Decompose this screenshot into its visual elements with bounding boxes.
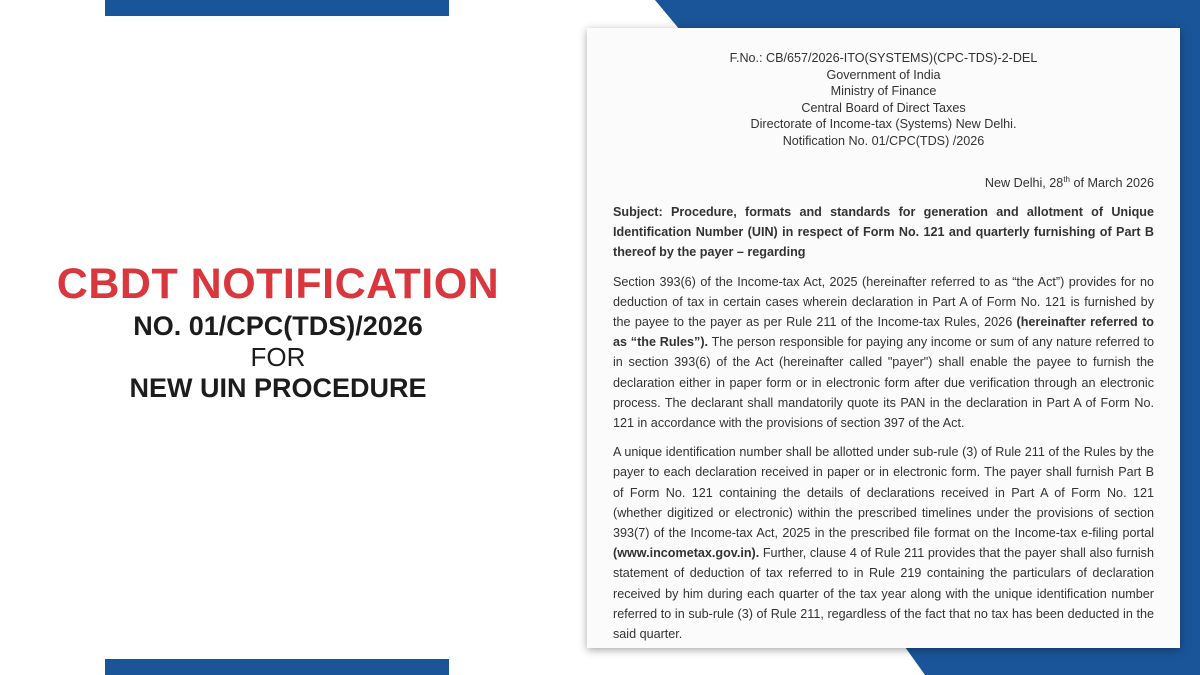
document-body — [613, 202, 1154, 653]
headline-topic: NEW UIN PROCEDURE — [129, 373, 427, 403]
document-date — [985, 175, 1154, 190]
para2-text: A unique identification number shall be allotted under sub-rule (3) of Rule 211 of the Rules by the payer to each declaration received in paper or in electronic form. The payer shall furnish Part B of Form No. 121 containing the details of declarations received in Part A of Form No. 121 (whether digitized or electronic) within the prescribed timelines under the provisions of section 393(7) of the Income-tax Act, 2025 in the prescribed file format on the Income-tax e-filing portal — [613, 445, 1154, 541]
headline-number: NO. 01/CPC(TDS)/2026 — [133, 311, 423, 341]
paragraph-1 — [613, 272, 1154, 434]
notification-number: Notification No. 01/CPC(TDS) /2026 — [782, 133, 985, 148]
notification-document — [587, 28, 1180, 648]
para1-bold: (hereinafter referred to as “the Rules”). — [613, 315, 1154, 350]
date-text-end: of March 2026 — [1069, 176, 1154, 191]
bottom-accent-bar — [105, 659, 449, 675]
headline — [20, 258, 536, 404]
portal-link: (www.incometax.gov.in). — [613, 546, 760, 561]
para1-text-end: The person responsible for paying any income or sum of any nature referred to in section 393(6) of the Act (hereinafter called "payer") shall enable the payee to furnish the declaration either in paper form or in electronic form after due verification through an electronic process. The declarant shall mandatorily quote its PAN in the declaration in Part A of Form No. 121 in accordance with the provisions of section 397 of the Act. — [613, 335, 1154, 431]
headline-title: CBDT NOTIFICATION — [56, 260, 500, 308]
directorate: Directorate of Income-tax (Systems) New Delhi. — [750, 117, 1017, 131]
para2-text-end: Further, clause 4 of Rule 211 provides that the payer shall also furnish statement of deduction of tax referred to in Rule 219 containing the particulars of declaration received by him during each quarter of the tax year along with the unique identification number referred to in sub-rule (3) of Rule 211, regardless of the fact that no tax has been deducted in the said quarter. — [613, 546, 1154, 642]
board: Central Board of Direct Taxes — [801, 100, 966, 115]
file-number: F.No.: CB/657/2026-ITO(SYSTEMS)(CPC-TDS)-2-DEL — [729, 51, 1038, 65]
date-text: New Delhi, 28 — [984, 176, 1064, 191]
date-suffix: th — [1063, 175, 1070, 184]
top-accent-bar — [105, 0, 449, 16]
headline-for: FOR — [250, 342, 306, 372]
paragraph-2 — [613, 442, 1154, 644]
subject: Subject: Procedure, formats and standards for generation and allotment of Unique Identification Number (UIN) in respect of Form No. 121 and quarterly furnishing of Part B thereof by the payer – regarding — [613, 205, 1154, 260]
para1-text: Section 393(6) of the Income-tax Act, 2025 (hereinafter referred to as “the Act”) provides for no deduction of tax in certain cases wherein declaration in Part A of Form No. 121 is furnished by the payee to the payer as per Rule 211 of the Income-tax Rules, 2026 — [613, 274, 1154, 330]
document-header — [587, 50, 1180, 149]
government: Government of India — [826, 67, 941, 82]
ministry: Ministry of Finance — [830, 84, 937, 98]
